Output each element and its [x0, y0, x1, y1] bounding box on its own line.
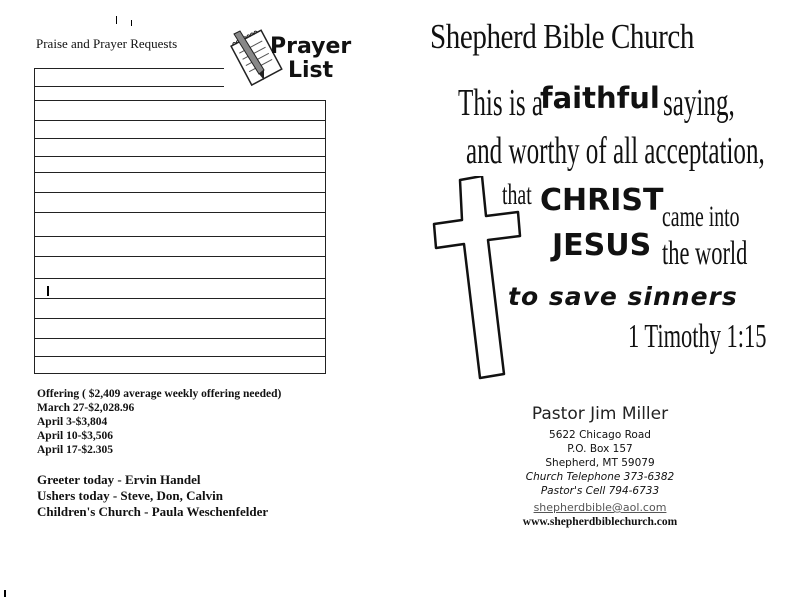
- scan-mark: [116, 16, 117, 24]
- church-phone: Church Telephone 373-6382: [525, 471, 675, 483]
- prayer-word: Prayer: [270, 34, 352, 59]
- address-line: P.O. Box 157: [567, 443, 633, 455]
- praise-heading: Praise and Prayer Requests: [36, 36, 178, 51]
- scan-mark: [4, 590, 6, 597]
- offering-title: Offering ( $2,409 average weekly offering needed): [37, 388, 282, 400]
- verse-graphic: [430, 80, 770, 380]
- email-link[interactable]: shepherdbible@aol.com: [533, 501, 667, 514]
- city-line: Shepherd, MT 59079: [545, 457, 655, 469]
- prayer-lines-box: [34, 68, 326, 374]
- pastor-name: Pastor Jim Miller: [531, 404, 669, 424]
- offering-section: [37, 387, 281, 457]
- scan-mark: [131, 20, 132, 26]
- verse-word: the world: [662, 235, 748, 272]
- verse-word: This is a: [458, 82, 543, 124]
- verse-word: came into: [662, 200, 740, 233]
- verse-word-christ: CHRIST: [540, 183, 664, 218]
- childrens-church-line: Children's Church - Paula Weschenfelder: [37, 504, 269, 519]
- website-link[interactable]: www.shepherdbiblechurch.com: [522, 516, 678, 528]
- verse-word: that: [502, 178, 532, 211]
- ushers-line: Ushers today - Steve, Don, Calvin: [37, 488, 223, 503]
- volunteers-section: [37, 472, 268, 520]
- offering-entry: April 3-$3,804: [37, 416, 108, 428]
- verse-reference: 1 Timothy 1:15: [628, 318, 767, 355]
- verse-line: and worthy of all acceptation,: [466, 130, 765, 172]
- greeter-line: Greeter today - Ervin Handel: [37, 472, 201, 487]
- verse-line-to-save-sinners: to save sinners: [508, 282, 738, 311]
- verse-word: saying,: [663, 82, 735, 124]
- church-name: Shepherd Bible Church: [430, 17, 694, 56]
- verse-word-faithful: faithful: [540, 81, 660, 115]
- list-word: List: [288, 58, 334, 83]
- offering-entry: March 27-$2,028.96: [37, 402, 135, 414]
- contact-section: [470, 403, 730, 530]
- offering-entry: April 10-$3,506: [37, 430, 114, 442]
- pastor-cell: Pastor's Cell 794-6733: [540, 485, 660, 497]
- verse-word-jesus: JESUS: [552, 228, 652, 263]
- offering-entry: April 17-$2.305: [37, 444, 114, 456]
- address-line: 5622 Chicago Road: [549, 429, 651, 441]
